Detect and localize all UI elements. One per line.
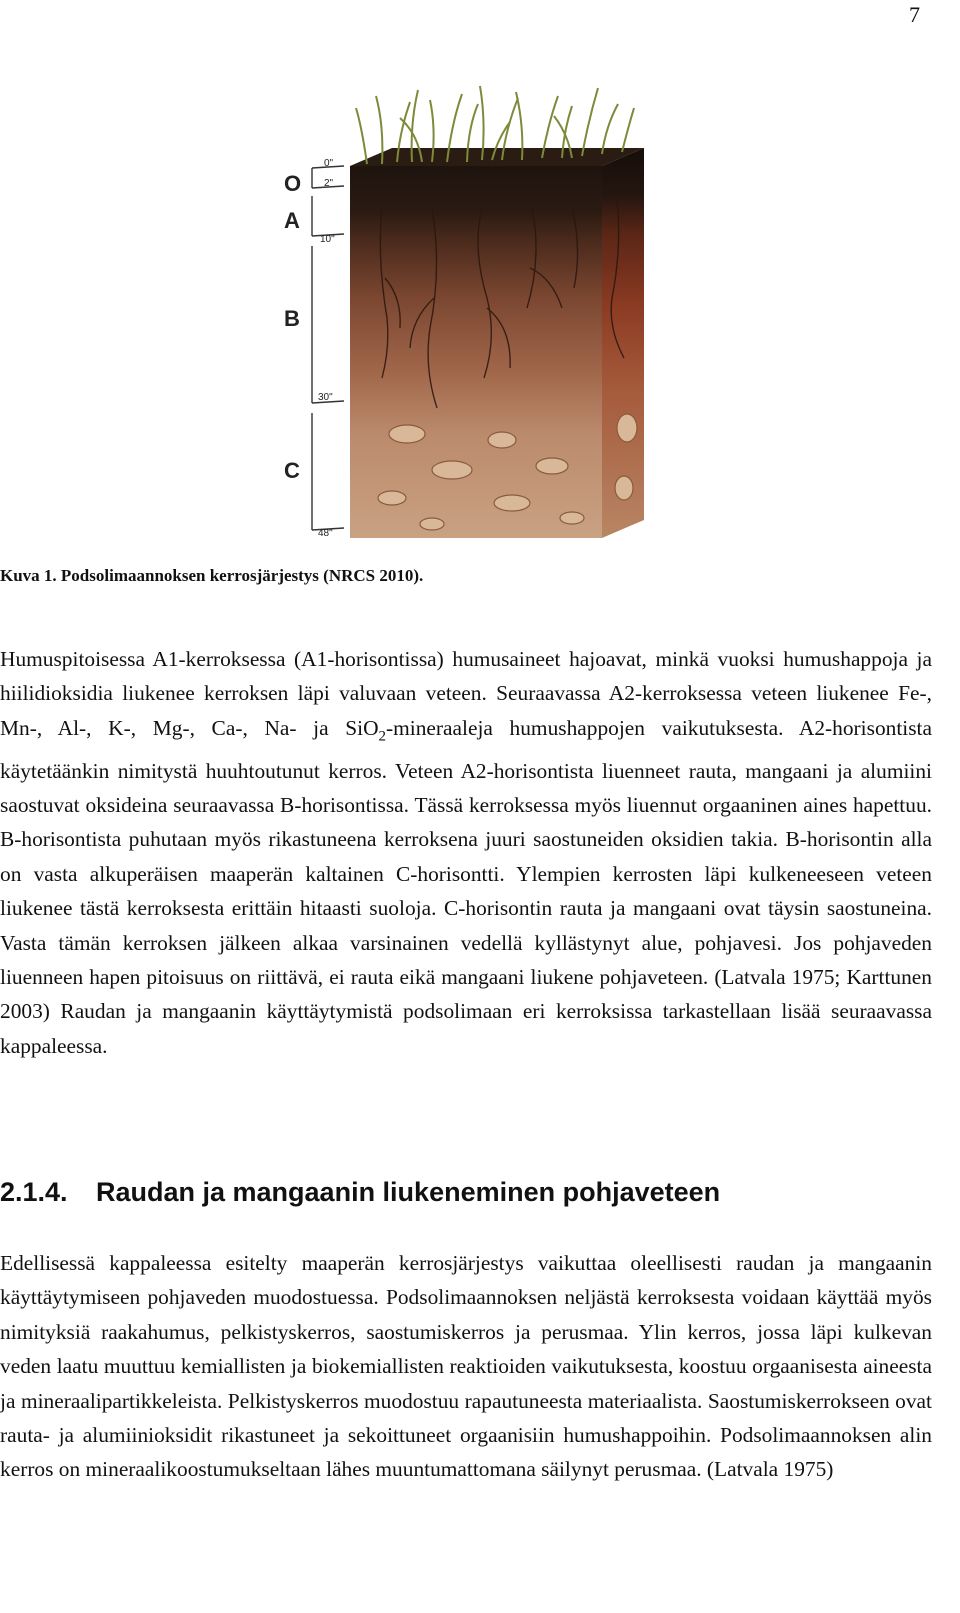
subscript-2: 2 (378, 728, 387, 745)
figure-caption: Kuva 1. Podsolimaannoksen kerrosjärjestys (NRCS 2010). (0, 566, 424, 585)
paragraph-1 (0, 642, 932, 1063)
section-number: 2.1.4. (0, 1177, 68, 1207)
paragraph-1-part-2: -mineraaleja humushappojen vaikutuksesta. A2-horisontista käytetäänkin nimitystä huuhtoutunut kerros. Veteen A2-horisontista liuenneet rauta, mangaani ja alumiini saostuvat oksideina seuraavassa B-horisontissa. Tässä kerroksessa myös liuennut orgaaninen aines hapettuu. B-horisontista puhutaan myös rikastuneena kerroksena juuri saostuneiden oksidien takia. B-horisontin alla on vasta alkuperäisen maaperän kaltainen C-horisontti. Ylempien kerrosten läpi kulkeneeseen veteen liukenee tästä kerroksesta erittäin hitaasti suoloja. C-horisontin rauta ja mangaani ovat täysin saostuneina. Vasta tämän kerroksen jälkeen alkaa varsinainen vedellä kyllästynyt alue, pohjavesi. Jos pohjaveden liuenneen hapen pitoisuus on riittävä, ei rauta eikä mangaani liukene pohjaveteen. (Latvala 1975; Karttunen 2003) Raudan ja mangaanin käyttäytymistä podsolimaan eri kerroksissa tarkastellaan lisää seuraavassa kappaleessa. (0, 715, 932, 1058)
soil-profile-figure (272, 78, 672, 563)
horizon-label-c: C (284, 458, 300, 483)
paragraph-2: Edellisessä kappaleessa esitelty maaperän kerrosjärjestys vaikuttaa oleellisesti raudan ja mangaanin käyttäytymiseen pohjaveden muodostuessa. Podsolimaannoksen neljästä kerroksesta voidaan käyttää myös nimityksiä raakahumus, pelkistyskerros, saostumiskerros ja perusmaa. Ylin kerros, jossa läpi kulkevan veden laatu muuttuu kemiallisten ja biokemiallisten reaktioiden vaikutuksesta, koostuu orgaanisesta aineesta ja mineraalipartikkeleista. Pelkistyskerros muodostuu rapautuneesta materiaalista. Saostumiskerrokseen ovat rauta- ja alumiinioksidit rikastuneet ja sekoittuneet orgaanisiin humushappoihin. Podsolimaannoksen alin kerros on mineraalikoostumukseltaan lähes muuntumattomana säilynyt perusmaa. (Latvala 1975) (0, 1251, 932, 1482)
profile-front-face (350, 166, 602, 538)
horizon-label-a: A (284, 208, 300, 233)
depth-mark-48: 48" (318, 528, 333, 539)
depth-mark-30: 30" (318, 392, 333, 403)
top-surface (350, 148, 644, 166)
horizon-brackets (312, 166, 344, 530)
section-heading (0, 1177, 720, 1208)
page-number: 7 (909, 2, 920, 27)
soil-profile-illustration (272, 78, 672, 563)
depth-mark-10: 10" (320, 234, 335, 245)
paragraph-1-part-1: Humuspitoisessa A1-kerroksessa (A1-horisontissa) humusaineet hajoavat, minkä vuoksi humushappoja ja hiilidioksidia liukenee kerroksen läpi valuvaan veteen. Seuraavassa A2-kerroksessa veteen liukenee Fe-, Mn-, Al-, K-, Mg-, Ca-, Na- ja SiO (0, 647, 932, 740)
depth-mark-0: 0" (324, 158, 334, 169)
section-title: Raudan ja mangaanin liukeneminen pohjaveteen (96, 1177, 721, 1207)
depth-mark-2: 2" (324, 178, 334, 189)
horizon-label-o: O (284, 171, 302, 196)
horizon-label-b: B (284, 306, 300, 331)
